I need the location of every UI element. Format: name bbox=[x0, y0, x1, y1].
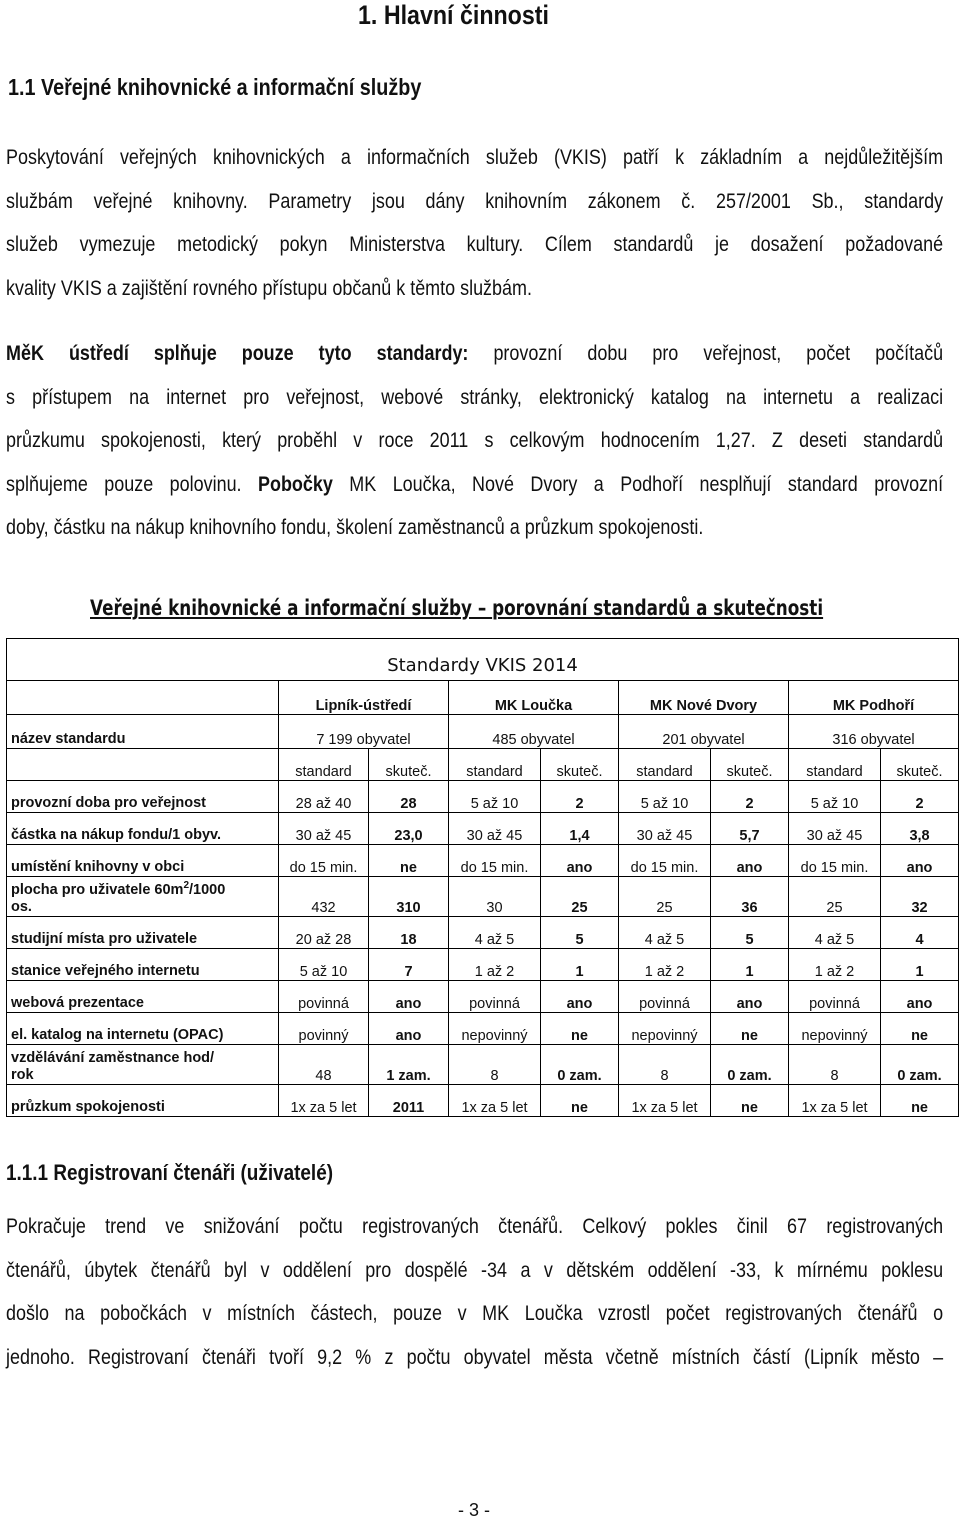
paragraph-line: Poskytování veřejných knihovnických a informačních služeb (VKIS) patří k základním a nejdůležitějším bbox=[6, 146, 944, 169]
paragraph-line: Pokračuje trend ve snižování počtu registrovaných čtenářů. Celkový pokles činil 67 registrovaných bbox=[6, 1215, 944, 1238]
name-header: název standardu bbox=[7, 715, 279, 749]
actual-value-cell: ne bbox=[711, 1013, 789, 1045]
standard-value-cell: 30 bbox=[449, 877, 541, 917]
actual-value-cell: ano bbox=[881, 845, 959, 877]
standard-value-cell: 4 až 5 bbox=[789, 917, 881, 949]
section-heading: 1.1 Veřejné knihovnické a informační služby bbox=[8, 74, 422, 100]
population-cell: 7 199 obyvatel bbox=[279, 715, 449, 749]
actual-value-cell: ne bbox=[369, 845, 449, 877]
actual-value-cell: ano bbox=[711, 845, 789, 877]
standard-value-cell: 28 až 40 bbox=[279, 781, 369, 813]
standard-value-cell: nepovinný bbox=[619, 1013, 711, 1045]
standard-value-cell: 1x za 5 let bbox=[279, 1085, 369, 1117]
subheader-cell: standard bbox=[619, 749, 711, 781]
standard-value-cell: 1x za 5 let bbox=[619, 1085, 711, 1117]
actual-value-cell: ano bbox=[541, 845, 619, 877]
standard-value-cell: 5 až 10 bbox=[279, 949, 369, 981]
standard-name-text: plocha pro uživatele 60m bbox=[11, 882, 184, 898]
superscript: 2 bbox=[183, 880, 190, 892]
table-caption: Veřejné knihovnické a informační služby – porovnání standardů a skutečnosti bbox=[90, 596, 824, 620]
standard-value-cell: 8 bbox=[619, 1045, 711, 1085]
actual-value-cell: 1 bbox=[881, 949, 959, 981]
table-row bbox=[7, 813, 959, 845]
standard-value-cell: nepovinný bbox=[449, 1013, 541, 1045]
paragraph-line bbox=[6, 332, 943, 376]
standard-name-cell: studijní místa pro uživatele bbox=[7, 917, 279, 949]
actual-value-cell: 2 bbox=[711, 781, 789, 813]
subheader-cell: skuteč. bbox=[881, 749, 959, 781]
standard-name-text: vzdělávání zaměstnance hod/ bbox=[11, 1050, 215, 1066]
actual-value-cell: 1,4 bbox=[541, 813, 619, 845]
standard-value-cell: 30 až 45 bbox=[449, 813, 541, 845]
paragraph-line: službám veřejné knihovny. Parametry jsou dány knihovním zákonem č. 257/2001 Sb., standardy bbox=[6, 189, 944, 213]
paragraph-line: s přístupem na internet pro veřejnost, webové stránky, elektronický katalog na internetu a realizaci bbox=[6, 385, 944, 409]
paragraph-line: čtenářů, úbytek čtenářů byl v oddělení pro dospělé -34 a v dětském oddělení -33, k mírnému poklesu bbox=[6, 1258, 944, 1282]
actual-value-cell: 2 bbox=[881, 781, 959, 813]
standard-name-cell: el. katalog na internetu (OPAC) bbox=[7, 1013, 279, 1045]
actual-value-cell: ne bbox=[711, 1085, 789, 1117]
actual-value-cell: 5 bbox=[711, 917, 789, 949]
paragraph-line: průzkumu spokojenosti, který proběhl v roce 2011 s celkovým hodnocením 1,27. Z deseti standardů bbox=[6, 429, 944, 452]
standard-value-cell: povinná bbox=[619, 981, 711, 1013]
standard-value-cell: 1x za 5 let bbox=[789, 1085, 881, 1117]
actual-value-cell: 0 zam. bbox=[881, 1045, 959, 1085]
standard-value-cell: povinná bbox=[449, 981, 541, 1013]
actual-value-cell: 2011 bbox=[369, 1085, 449, 1117]
caption-part: Veřejné knihovnické a informační služby bbox=[90, 596, 472, 620]
actual-value-cell: 0 zam. bbox=[711, 1045, 789, 1085]
standard-value-cell: 25 bbox=[789, 877, 881, 917]
readers-paragraph bbox=[6, 1205, 943, 1379]
standard-value-cell: 5 až 10 bbox=[449, 781, 541, 813]
standard-value-cell: 4 až 5 bbox=[449, 917, 541, 949]
standard-name-cell: provozní doba pro veřejnost bbox=[7, 781, 279, 813]
standard-value-cell: 1x za 5 let bbox=[449, 1085, 541, 1117]
library-header: Lipník-ústředí bbox=[279, 681, 449, 715]
subheader-cell: standard bbox=[449, 749, 541, 781]
table-row bbox=[7, 917, 959, 949]
super-header-cell: Standardy VKIS 2014 bbox=[7, 639, 959, 681]
paragraph-line: kvality VKIS a zajištění rovného přístupu občanů k těmto službám. bbox=[6, 276, 532, 300]
actual-value-cell: ano bbox=[541, 981, 619, 1013]
page-number: - 3 - bbox=[458, 1500, 491, 1520]
actual-value-cell: 7 bbox=[369, 949, 449, 981]
actual-value-cell: 28 bbox=[369, 781, 449, 813]
actual-value-cell: ne bbox=[541, 1013, 619, 1045]
standard-value-cell: do 15 min. bbox=[279, 845, 369, 877]
actual-value-cell: 23,0 bbox=[369, 813, 449, 845]
standard-name-text: /1000 bbox=[189, 882, 226, 898]
standard-value-cell: 20 až 28 bbox=[279, 917, 369, 949]
standard-value-cell: do 15 min. bbox=[619, 845, 711, 877]
bold-text: Pobočky bbox=[258, 472, 333, 496]
empty-cell bbox=[7, 749, 279, 781]
table-population-row bbox=[7, 715, 959, 749]
actual-value-cell: 2 bbox=[541, 781, 619, 813]
table-row bbox=[7, 981, 959, 1013]
actual-value-cell: 1 bbox=[541, 949, 619, 981]
intro-paragraph bbox=[6, 136, 943, 310]
standard-name-cell bbox=[7, 1045, 279, 1085]
standard-value-cell: 1 až 2 bbox=[619, 949, 711, 981]
actual-value-cell: 0 zam. bbox=[541, 1045, 619, 1085]
subheader-cell: standard bbox=[789, 749, 881, 781]
actual-value-cell: 310 bbox=[369, 877, 449, 917]
actual-value-cell: ano bbox=[711, 981, 789, 1013]
library-header: MK Loučka bbox=[449, 681, 619, 715]
empty-cell bbox=[7, 681, 279, 715]
standard-value-cell: 30 až 45 bbox=[619, 813, 711, 845]
population-cell: 485 obyvatel bbox=[449, 715, 619, 749]
subheader-cell: skuteč. bbox=[369, 749, 449, 781]
standard-value-cell: 1 až 2 bbox=[449, 949, 541, 981]
library-header: MK Podhoří bbox=[789, 681, 959, 715]
library-header: MK Nové Dvory bbox=[619, 681, 789, 715]
subsection-heading: 1.1.1 Registrovaní čtenáři (uživatelé) bbox=[6, 1160, 334, 1185]
paragraph-text: provozní dobu pro veřejnost, počet počítačů bbox=[468, 342, 944, 365]
subheader-cell: standard bbox=[279, 749, 369, 781]
subheader-cell: skuteč. bbox=[541, 749, 619, 781]
standard-value-cell: 1 až 2 bbox=[789, 949, 881, 981]
bold-text: MěK ústředí splňuje pouze tyto standardy: bbox=[6, 342, 469, 365]
actual-value-cell: 32 bbox=[881, 877, 959, 917]
standard-name-cell: částka na nákup fondu/1 obyv. bbox=[7, 813, 279, 845]
paragraph-text: splňujeme pouze polovinu. bbox=[6, 472, 259, 496]
standard-value-cell: 8 bbox=[789, 1045, 881, 1085]
actual-value-cell: 36 bbox=[711, 877, 789, 917]
table-row bbox=[7, 1013, 959, 1045]
standard-value-cell: do 15 min. bbox=[449, 845, 541, 877]
page-heading: 1. Hlavní činnosti bbox=[358, 0, 549, 30]
standard-name-cell bbox=[7, 877, 279, 917]
actual-value-cell: 18 bbox=[369, 917, 449, 949]
actual-value-cell: ne bbox=[541, 1085, 619, 1117]
standard-value-cell: 30 až 45 bbox=[789, 813, 881, 845]
actual-value-cell: 1 zam. bbox=[369, 1045, 449, 1085]
standard-value-cell: 30 až 45 bbox=[279, 813, 369, 845]
standard-value-cell: nepovinný bbox=[789, 1013, 881, 1045]
actual-value-cell: 1 bbox=[711, 949, 789, 981]
standard-name-cell: webová prezentace bbox=[7, 981, 279, 1013]
actual-value-cell: ano bbox=[881, 981, 959, 1013]
population-cell: 201 obyvatel bbox=[619, 715, 789, 749]
standard-name-cell: průzkum spokojenosti bbox=[7, 1085, 279, 1117]
table-row bbox=[7, 949, 959, 981]
actual-value-cell: ano bbox=[369, 981, 449, 1013]
table-row bbox=[7, 877, 959, 917]
actual-value-cell: 25 bbox=[541, 877, 619, 917]
subheader-cell: skuteč. bbox=[711, 749, 789, 781]
table-row bbox=[7, 845, 959, 877]
table-row bbox=[7, 781, 959, 813]
standard-value-cell: 8 bbox=[449, 1045, 541, 1085]
standard-value-cell: 432 bbox=[279, 877, 369, 917]
actual-value-cell: ne bbox=[881, 1085, 959, 1117]
paragraph-line: doby, částku na nákup knihovního fondu, školení zaměstnanců a průzkum spokojenosti. bbox=[6, 516, 704, 539]
actual-value-cell: ne bbox=[881, 1013, 959, 1045]
standard-value-cell: 5 až 10 bbox=[619, 781, 711, 813]
table-subheader-row bbox=[7, 749, 959, 781]
standard-name-cell: umístění knihovny v obci bbox=[7, 845, 279, 877]
paragraph-line: došlo na pobočkách v místních částech, pouze v MK Loučka vzrostl počet registrovaných čtenářů o bbox=[6, 1302, 944, 1325]
population-cell: 316 obyvatel bbox=[789, 715, 959, 749]
table-body bbox=[7, 781, 959, 1117]
standards-paragraph bbox=[6, 332, 943, 550]
table-row bbox=[7, 1085, 959, 1117]
table-row bbox=[7, 1045, 959, 1085]
standard-value-cell: povinný bbox=[279, 1013, 369, 1045]
caption-part: porovnání standardů a skutečnosti bbox=[492, 596, 824, 620]
standard-value-cell: povinná bbox=[789, 981, 881, 1013]
standard-name-text: rok bbox=[11, 1067, 34, 1083]
standard-value-cell: do 15 min. bbox=[789, 845, 881, 877]
actual-value-cell: 3,8 bbox=[881, 813, 959, 845]
standard-name-cell: stanice veřejného internetu bbox=[7, 949, 279, 981]
standard-value-cell: 25 bbox=[619, 877, 711, 917]
actual-value-cell: ano bbox=[369, 1013, 449, 1045]
paragraph-line: jednoho. Registrovaní čtenáři tvoří 9,2 % z počtu obyvatel města včetně místních částí (Lipník město – bbox=[6, 1345, 944, 1369]
table-super-header bbox=[7, 639, 959, 681]
actual-value-cell: 5 bbox=[541, 917, 619, 949]
paragraph-text: MK Loučka, Nové Dvory a Podhoří nesplňují standard provozní bbox=[332, 472, 944, 496]
standard-value-cell: 48 bbox=[279, 1045, 369, 1085]
standard-value-cell: povinná bbox=[279, 981, 369, 1013]
standard-value-cell: 4 až 5 bbox=[619, 917, 711, 949]
paragraph-line bbox=[6, 463, 943, 507]
standard-name-text: os. bbox=[11, 899, 32, 915]
actual-value-cell: 4 bbox=[881, 917, 959, 949]
standard-value-cell: 5 až 10 bbox=[789, 781, 881, 813]
table-library-header bbox=[7, 681, 959, 715]
paragraph-line: služeb vymezuje metodický pokyn Ministerstva kultury. Cílem standardů je dosažení požadované bbox=[6, 233, 944, 256]
actual-value-cell: 5,7 bbox=[711, 813, 789, 845]
standards-table bbox=[6, 638, 959, 1117]
